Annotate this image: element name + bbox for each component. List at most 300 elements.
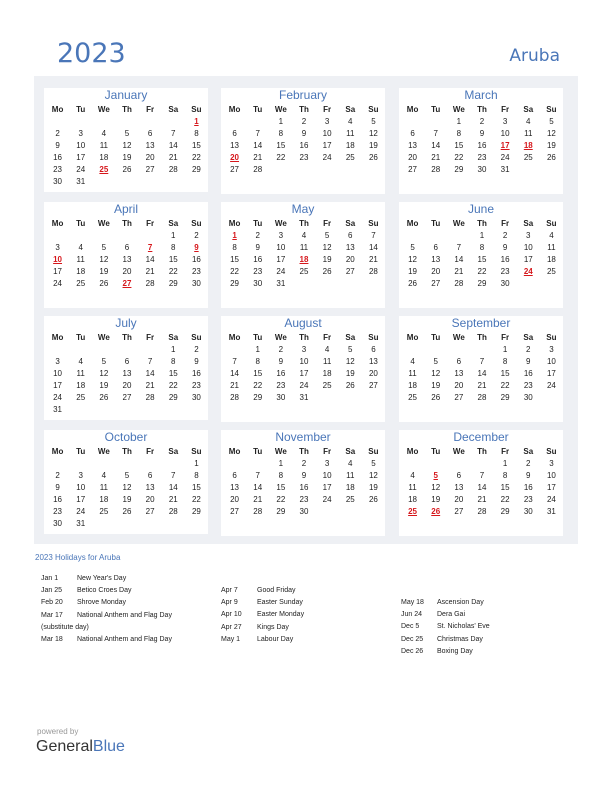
weekday-header [44, 103, 208, 116]
day-cell: 15 [253, 369, 263, 378]
day-cell: 21 [230, 381, 240, 390]
empty-day-cell [139, 518, 162, 530]
day-cell: 20 [122, 267, 132, 276]
week-row [44, 506, 208, 518]
day-cell: 24 [523, 267, 533, 276]
weekday-header [399, 217, 563, 230]
day-cell: 30 [253, 279, 263, 288]
weekday-label: Th [477, 333, 487, 342]
week-row [44, 152, 208, 164]
weekday-label: Su [368, 333, 379, 342]
weekday-label: We [97, 333, 110, 342]
day-cell: 13 [122, 255, 132, 264]
month-june [399, 202, 563, 308]
day-cell: 16 [500, 255, 510, 264]
day-cell: 23 [500, 267, 510, 276]
week-row [399, 164, 563, 176]
week-row [221, 392, 385, 404]
day-cell: 3 [78, 471, 83, 480]
weekday-label: We [452, 333, 465, 342]
month-may [221, 202, 385, 308]
day-cell: 26 [345, 381, 355, 390]
day-cell: 7 [147, 357, 153, 366]
day-cell: 20 [122, 381, 132, 390]
holiday-name: National Anthem and Flag Day [77, 635, 172, 643]
day-cell: 31 [53, 405, 63, 414]
day-cell: 5 [433, 357, 438, 366]
day-cell: 29 [168, 279, 178, 288]
empty-day-cell [424, 230, 447, 242]
weekday-label: Tu [76, 219, 86, 228]
empty-day-cell [517, 164, 540, 176]
day-cell: 19 [345, 369, 355, 378]
empty-day-cell [69, 116, 92, 128]
weekday-label: Th [122, 447, 132, 456]
day-cell: 29 [276, 507, 286, 516]
day-cell: 2 [526, 345, 531, 354]
week-row [399, 494, 563, 506]
day-cell: 9 [526, 471, 531, 480]
day-cell: 2 [255, 231, 260, 240]
month-march [399, 88, 563, 194]
week-row [44, 164, 208, 176]
year-title: 2023 [57, 38, 126, 69]
day-cell: 11 [408, 369, 417, 378]
day-cell: 1 [502, 459, 508, 468]
empty-day-cell [316, 164, 339, 176]
weekday-label: Su [368, 219, 379, 228]
empty-day-cell [185, 404, 208, 416]
day-cell: 22 [454, 153, 464, 162]
day-cell: 12 [345, 357, 355, 366]
day-cell: 28 [477, 507, 487, 516]
week-row [399, 458, 563, 470]
weekday-label: We [452, 447, 465, 456]
day-cell: 29 [477, 279, 487, 288]
day-cell: 23 [299, 153, 309, 162]
weekday-label: Sa [168, 105, 179, 114]
weekday-header [44, 331, 208, 344]
day-cell: 6 [433, 243, 438, 252]
week-row [44, 176, 208, 188]
weekday-label: Mo [51, 105, 64, 114]
day-cell: 19 [408, 267, 418, 276]
day-cell: 24 [76, 507, 86, 516]
day-cell: 8 [232, 243, 237, 252]
empty-day-cell [447, 230, 470, 242]
holiday-name: New Year's Day [77, 575, 127, 582]
empty-day-cell [115, 230, 138, 242]
day-cell: 15 [276, 483, 286, 492]
weekday-label: Fr [501, 447, 510, 456]
week-row [221, 380, 385, 392]
empty-day-cell [185, 518, 208, 530]
day-cell: 6 [232, 471, 237, 480]
day-cell: 13 [145, 483, 155, 492]
week-row [44, 140, 208, 152]
day-cell: 10 [322, 129, 332, 138]
week-row [399, 140, 563, 152]
weekday-label: Sa [168, 447, 179, 456]
day-cell: 24 [546, 381, 556, 390]
day-cell: 17 [523, 255, 533, 264]
holiday-name: Dera Gai [437, 611, 466, 619]
month-december [399, 430, 563, 536]
day-cell: 2 [55, 129, 60, 138]
day-cell: 18 [408, 381, 418, 390]
day-cell: 10 [53, 369, 63, 378]
day-cell: 19 [122, 153, 132, 162]
day-cell: 14 [145, 255, 155, 264]
week-row [399, 368, 563, 380]
day-cell: 31 [76, 177, 86, 186]
empty-day-cell [162, 404, 185, 416]
day-cell: 2 [502, 231, 508, 240]
holiday-item [221, 609, 304, 621]
day-cell: 18 [299, 255, 309, 264]
day-cell: 18 [546, 255, 556, 264]
day-cell: 6 [232, 129, 237, 138]
weekday-label: Fr [501, 219, 510, 228]
empty-day-cell [92, 518, 115, 530]
day-cell: 16 [299, 483, 309, 492]
holiday-column [401, 597, 490, 658]
week-row [44, 392, 208, 404]
day-cell: 12 [122, 141, 132, 150]
day-cell: 7 [479, 471, 485, 480]
day-cell: 28 [431, 165, 441, 174]
day-cell: 22 [191, 495, 201, 504]
month-name: May [291, 202, 315, 216]
day-cell: 10 [299, 357, 309, 366]
day-cell: 27 [368, 381, 378, 390]
day-cell: 24 [276, 267, 286, 276]
day-cell: 8 [171, 243, 176, 252]
empty-day-cell [139, 404, 162, 416]
day-cell: 16 [53, 495, 63, 504]
day-cell: 12 [431, 369, 441, 378]
day-cell: 20 [230, 495, 240, 504]
week-row [44, 494, 208, 506]
day-cell: 12 [431, 483, 441, 492]
day-cell: 6 [371, 345, 376, 354]
empty-day-cell [470, 458, 493, 470]
day-cell: 6 [124, 357, 130, 366]
week-row [221, 482, 385, 494]
weekday-label: Fr [323, 447, 332, 456]
empty-day-cell [69, 458, 92, 470]
day-cell: 24 [322, 153, 332, 162]
weekday-label: Tu [76, 105, 86, 114]
day-cell: 30 [276, 393, 286, 402]
day-cell: 28 [477, 393, 487, 402]
weekday-label: Mo [228, 333, 241, 342]
day-cell: 14 [368, 243, 378, 252]
weekday-label: Th [122, 219, 132, 228]
day-cell: 21 [168, 495, 178, 504]
day-cell: 11 [99, 141, 108, 150]
day-cell: 24 [299, 381, 309, 390]
holidays-title: 2023 Holidays for Aruba [35, 553, 121, 562]
day-cell: 21 [431, 153, 441, 162]
weekday-header [221, 217, 385, 230]
day-cell: 29 [191, 507, 201, 516]
day-cell: 25 [99, 507, 109, 516]
day-cell: 19 [368, 483, 378, 492]
brand-logo[interactable] [36, 738, 125, 756]
day-cell: 23 [53, 507, 63, 516]
weekday-header [221, 331, 385, 344]
day-cell: 11 [76, 255, 85, 264]
brand-part1: General [36, 738, 93, 755]
day-cell: 12 [368, 471, 378, 480]
day-cell: 26 [99, 393, 109, 402]
weekday-label: Th [122, 105, 132, 114]
month-july [44, 316, 208, 420]
holiday-date: Mar 17 [41, 611, 63, 619]
day-cell: 3 [526, 231, 531, 240]
day-cell: 3 [301, 345, 307, 354]
day-cell: 29 [168, 393, 178, 402]
day-cell: 13 [431, 255, 441, 264]
day-cell: 16 [299, 141, 309, 150]
empty-day-cell [223, 458, 246, 470]
weekday-label: Fr [146, 105, 155, 114]
weekday-label: Su [191, 333, 202, 342]
month-name: November [275, 430, 331, 444]
day-cell: 17 [546, 483, 556, 492]
empty-day-cell [362, 506, 385, 518]
day-cell: 15 [168, 255, 178, 264]
weekday-label: Sa [345, 105, 356, 114]
empty-day-cell [269, 164, 292, 176]
empty-day-cell [339, 164, 362, 176]
day-cell: 5 [433, 471, 438, 480]
month-name: August [284, 316, 322, 330]
week-row [44, 380, 208, 392]
week-row [221, 140, 385, 152]
week-row [399, 266, 563, 278]
day-cell: 20 [454, 495, 464, 504]
day-cell: 23 [477, 153, 487, 162]
day-cell: 16 [191, 369, 201, 378]
holiday-item [41, 634, 172, 646]
day-cell: 16 [276, 369, 286, 378]
day-cell: 27 [408, 165, 418, 174]
day-cell: 2 [301, 117, 307, 126]
weekday-label: Tu [431, 219, 441, 228]
day-cell: 9 [55, 141, 60, 150]
day-cell: 30 [523, 507, 533, 516]
day-cell: 13 [454, 483, 464, 492]
week-row [399, 116, 563, 128]
day-cell: 26 [368, 495, 378, 504]
day-cell: 29 [230, 279, 240, 288]
weekday-label: Fr [501, 333, 510, 342]
day-cell: 21 [253, 153, 263, 162]
week-row [399, 392, 563, 404]
holiday-date: Jan 25 [41, 587, 63, 595]
day-cell: 29 [191, 165, 201, 174]
empty-day-cell [115, 176, 138, 188]
empty-day-cell [316, 278, 339, 290]
empty-day-cell [517, 278, 540, 290]
holiday-date: Apr 7 [221, 587, 238, 594]
weekday-label: Su [546, 333, 557, 342]
weekday-label: We [274, 105, 287, 114]
day-cell: 12 [408, 255, 418, 264]
holiday-date: May 18 [401, 599, 424, 606]
day-cell: 12 [99, 369, 109, 378]
holiday-name: National Anthem and Flag Day [77, 611, 172, 619]
week-row [44, 458, 208, 470]
day-cell: 4 [348, 117, 353, 126]
empty-day-cell [292, 164, 315, 176]
weekday-label: Su [546, 219, 557, 228]
day-cell: 18 [99, 153, 109, 162]
weekday-label: Sa [345, 333, 356, 342]
day-cell: 1 [171, 231, 176, 240]
day-cell: 16 [53, 153, 63, 162]
weekday-label: Th [477, 447, 487, 456]
week-row [44, 518, 208, 530]
day-cell: 3 [55, 357, 60, 366]
day-cell: 25 [76, 393, 86, 402]
day-cell: 30 [53, 519, 63, 528]
holiday-item [41, 597, 172, 609]
day-cell: 23 [53, 165, 63, 174]
empty-day-cell [162, 176, 185, 188]
empty-day-cell [46, 116, 69, 128]
day-cell: 24 [500, 153, 510, 162]
weekday-label: Fr [146, 333, 155, 342]
month-name: July [115, 316, 137, 330]
day-cell: 7 [171, 129, 176, 138]
weekday-label: Fr [323, 219, 332, 228]
weekday-label: Tu [431, 105, 441, 114]
day-cell: 11 [299, 243, 309, 252]
weekday-label: Sa [523, 333, 534, 342]
brand-part2: Blue [92, 738, 125, 755]
day-cell: 21 [368, 255, 378, 264]
day-cell: 27 [431, 279, 441, 288]
day-cell: 21 [253, 495, 263, 504]
day-cell: 26 [322, 267, 332, 276]
day-cell: 4 [101, 471, 107, 480]
day-cell: 17 [546, 369, 556, 378]
holiday-date: (substitute day) [41, 623, 89, 631]
day-cell: 7 [456, 243, 462, 252]
weekday-label: Fr [146, 219, 155, 228]
day-cell: 11 [99, 483, 108, 492]
empty-day-cell [185, 176, 208, 188]
day-cell: 9 [301, 471, 307, 480]
empty-day-cell [246, 458, 269, 470]
empty-day-cell [316, 392, 339, 404]
day-cell: 30 [299, 507, 309, 516]
week-row [399, 344, 563, 356]
holiday-date: Mar 18 [41, 635, 63, 643]
day-cell: 28 [454, 279, 464, 288]
day-cell: 14 [253, 483, 263, 492]
empty-day-cell [46, 458, 69, 470]
weekday-label: Th [477, 219, 487, 228]
day-cell: 9 [194, 357, 199, 366]
day-cell: 7 [147, 243, 153, 252]
day-cell: 4 [526, 117, 531, 126]
week-row [221, 344, 385, 356]
day-cell: 13 [230, 483, 240, 492]
day-cell: 20 [454, 381, 464, 390]
week-row [221, 128, 385, 140]
day-cell: 22 [191, 153, 201, 162]
holiday-item [401, 646, 490, 658]
empty-day-cell [69, 344, 92, 356]
day-cell: 17 [76, 153, 86, 162]
holiday-name: Easter Monday [257, 611, 305, 619]
empty-day-cell [540, 278, 563, 290]
weekday-label: Fr [323, 105, 332, 114]
day-cell: 12 [322, 243, 332, 252]
holiday-name: Kings Day [257, 623, 289, 631]
day-cell: 28 [168, 507, 178, 516]
day-cell: 3 [549, 459, 554, 468]
day-cell: 6 [456, 357, 462, 366]
empty-day-cell [401, 344, 424, 356]
day-cell: 20 [408, 153, 418, 162]
day-cell: 8 [456, 129, 462, 138]
week-row [399, 482, 563, 494]
empty-day-cell [115, 344, 138, 356]
day-cell: 25 [408, 507, 418, 516]
weekday-label: Sa [523, 447, 534, 456]
empty-day-cell [115, 404, 138, 416]
day-cell: 28 [253, 507, 263, 516]
weekday-label: Sa [345, 447, 356, 456]
day-cell: 31 [546, 507, 556, 516]
holiday-name: Ascension Day [437, 599, 484, 606]
weekday-label: Fr [146, 447, 155, 456]
holiday-column [221, 585, 304, 646]
day-cell: 5 [410, 243, 415, 252]
day-cell: 6 [147, 471, 153, 480]
day-cell: 10 [322, 471, 332, 480]
day-cell: 4 [324, 345, 330, 354]
day-cell: 1 [255, 345, 260, 354]
empty-day-cell [362, 278, 385, 290]
holiday-date: Jun 24 [401, 611, 423, 619]
week-row [399, 380, 563, 392]
day-cell: 19 [322, 255, 332, 264]
day-cell: 19 [546, 141, 556, 150]
day-cell: 11 [322, 357, 332, 366]
day-cell: 20 [345, 255, 355, 264]
day-cell: 4 [410, 471, 415, 480]
holiday-item [41, 622, 172, 634]
day-cell: 27 [454, 507, 464, 516]
day-cell: 23 [523, 381, 533, 390]
empty-day-cell [92, 404, 115, 416]
month-name: December [453, 430, 509, 444]
day-cell: 3 [324, 117, 330, 126]
day-cell: 30 [500, 279, 510, 288]
day-cell: 9 [301, 129, 307, 138]
week-row [44, 242, 208, 254]
holiday-name: Christmas Day [437, 635, 483, 643]
weekday-label: Su [191, 447, 202, 456]
day-cell: 26 [408, 279, 418, 288]
week-row [221, 506, 385, 518]
